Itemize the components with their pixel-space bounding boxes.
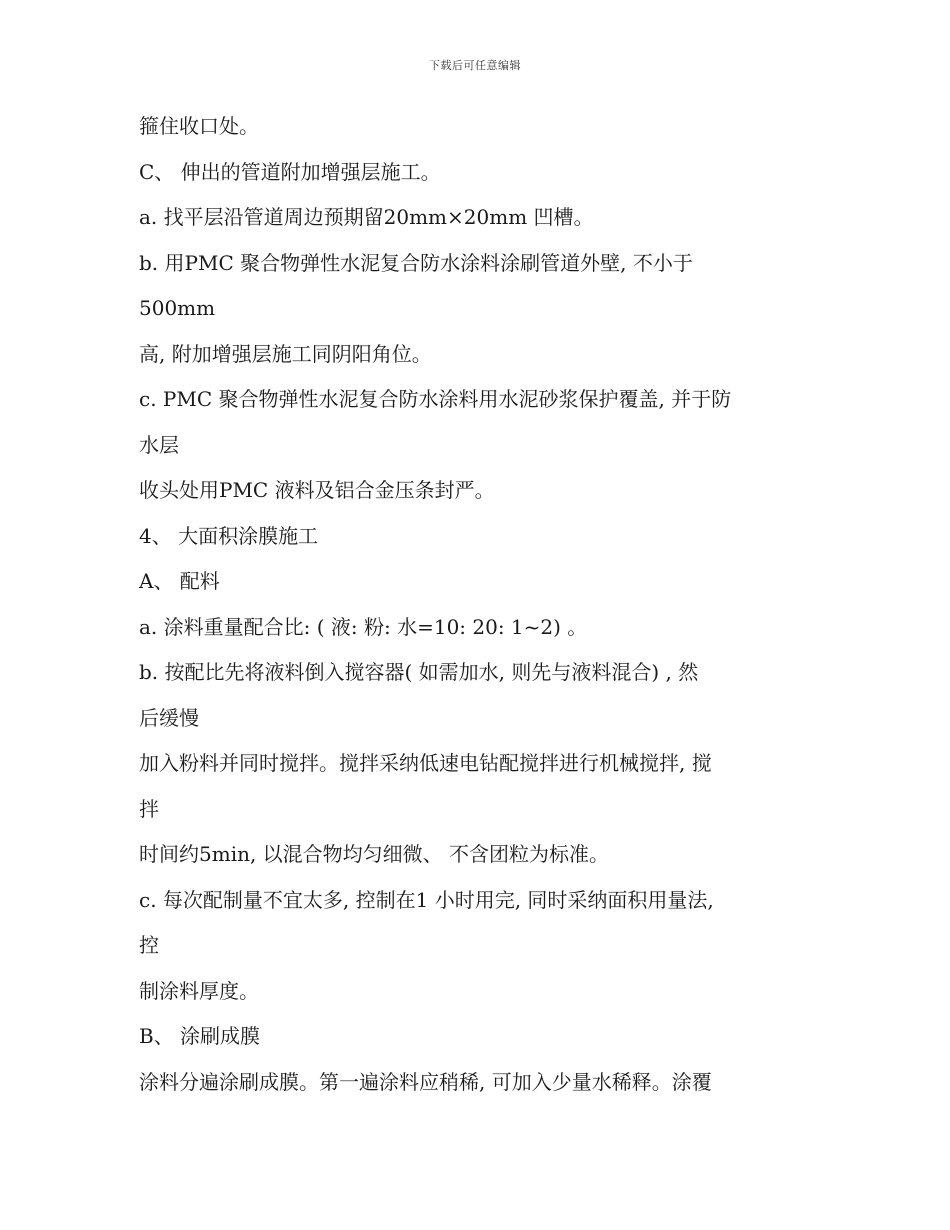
text-line: 收头处用PMC 液料及铝合金压条封严。 (139, 478, 495, 502)
text-line: 控 (139, 933, 159, 957)
text-line: 时间约5min, 以混合物均匀细微、 不含团粒为标准。 (139, 842, 610, 866)
text-line: 涂料分遍涂刷成膜。第一遍涂料应稍稀, 可加入少量水稀释。涂覆 (139, 1069, 712, 1094)
text-line: a. 涂料重量配合比: ( 液: 粉: 水=10: 20: 1~2) 。 (139, 614, 588, 639)
text-line: 水层 (139, 432, 179, 457)
text-line: C、 伸出的管道附加增强层施工。 (139, 159, 441, 184)
text-line: a. 找平层沿管道周边预期留20mm×20mm 凹槽。 (139, 205, 594, 229)
document-body (139, 104, 819, 1105)
text-line: 拌 (139, 796, 159, 821)
text-line: B、 涂刷成膜 (139, 1024, 261, 1048)
text-line: b. 按配比先将液料倒入搅容器( 如需加水, 则先与液料混合) , 然 (139, 660, 699, 684)
text-line: 箍住收口处。 (139, 114, 259, 138)
text-line: b. 用PMC 聚合物弹性水泥复合防水涂料涂刷管道外壁, 不小于 (139, 250, 693, 275)
text-line: 高, 附加增强层施工同阴阳角位。 (139, 341, 432, 366)
text-line: A、 配料 (139, 569, 220, 593)
text-line: 后缓慢 (139, 705, 199, 730)
text-line: c. 每次配制量不宜太多, 控制在1 小时用完, 同时采纳面积用量法, (139, 887, 714, 912)
text-line: 4、 大面积涂膜施工 (139, 523, 319, 548)
text-line: 500mm (139, 296, 216, 320)
text-line: c. PMC 聚合物弹性水泥复合防水涂料用水泥砂浆保护覆盖, 并于防 (139, 387, 732, 411)
text-line: 加入粉料并同时搅拌。搅拌采纳低速电钻配搅拌进行机械搅拌, 搅 (139, 751, 712, 775)
text-line: 制涂料厚度。 (139, 978, 259, 1003)
page-header: 下载后可任意编辑 (429, 59, 521, 72)
